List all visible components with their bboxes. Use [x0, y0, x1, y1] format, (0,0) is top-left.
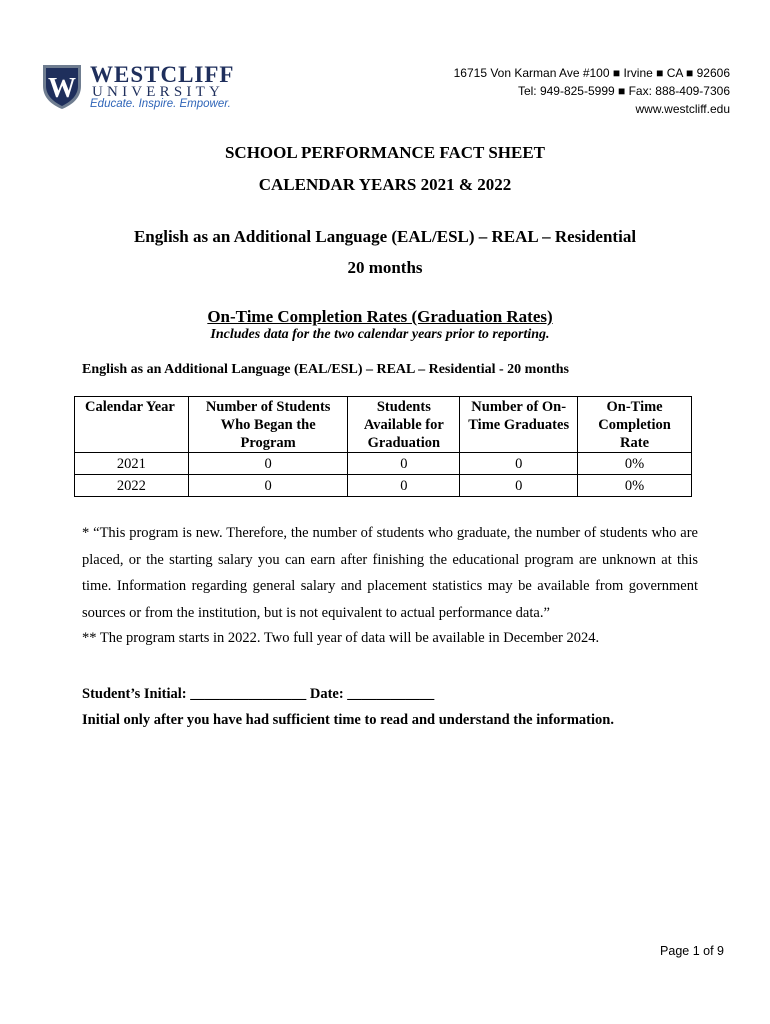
header-students-available: Students Available for Graduation [348, 397, 460, 453]
shield-letter: W [48, 73, 76, 104]
cell-completion-rate: 0% [578, 453, 692, 475]
cell-on-time-graduates: 0 [460, 453, 578, 475]
header-on-time-graduates: Number of On-Time Graduates [460, 397, 578, 453]
cell-students-available: 0 [348, 475, 460, 497]
website-line: www.westcliff.edu [635, 102, 730, 116]
table-header-row [75, 397, 692, 453]
cell-year: 2021 [75, 453, 189, 475]
cell-completion-rate: 0% [578, 475, 692, 497]
initial-instruction: Initial only after you have had sufficient time to read and understand the information. [82, 712, 614, 728]
cell-students-began: 0 [188, 475, 348, 497]
completion-rates-table [74, 396, 692, 497]
table-row [75, 453, 692, 475]
cell-on-time-graduates: 0 [460, 475, 578, 497]
header-calendar-year: Calendar Year [75, 397, 189, 453]
program-duration: 20 months [347, 258, 423, 277]
program-start-note: ** The program starts in 2022. Two full year of data will be available in December 2024. [82, 630, 600, 646]
header-completion-rate: On-Time Completion Rate [578, 397, 692, 453]
logo-tagline: Educate. Inspire. Empower. [90, 98, 231, 110]
cell-students-began: 0 [188, 453, 348, 475]
logo-subtitle: UNIVERSITY [92, 84, 224, 100]
calendar-years-title: CALENDAR YEARS 2021 & 2022 [258, 175, 512, 194]
page-number: Page 1 of 9 [660, 944, 724, 958]
logo-name: WESTCLIFF [90, 62, 235, 87]
disclaimer-note: * “This program is new. Therefore, the number of students who graduate, the number of students who are placed, or the starting salary you can earn after finishing the educational program are unknown at this time. Information regarding general salary and placement statistics may be available from government sources or from the institution, but is not equivalent to actual performance data.” [82, 525, 698, 621]
table-program-label: English as an Additional Language (EAL/ESL) – REAL – Residential - 20 months [82, 362, 570, 377]
page-title: SCHOOL PERFORMANCE FACT SHEET [224, 143, 546, 162]
phone-fax-line: Tel: 949-825-5999 ■ Fax: 888-409-7306 [517, 84, 730, 98]
cell-students-available: 0 [348, 453, 460, 475]
cell-year: 2022 [75, 475, 189, 497]
header-students-began: Number of Students Who Began the Program [188, 397, 348, 453]
address-block [454, 64, 730, 118]
table-row [75, 475, 692, 497]
westcliff-logo [40, 62, 235, 112]
section-subtitle: Includes data for the two calendar years prior to reporting. [210, 327, 550, 342]
section-title: On-Time Completion Rates (Graduation Rates) [207, 307, 553, 326]
address-line: 16715 Von Karman Ave #100 ■ Irvine ■ CA ■ 92606 [453, 66, 730, 80]
shield-icon [40, 62, 84, 110]
program-name: English as an Additional Language (EAL/ESL) – REAL – Residential [133, 227, 637, 246]
student-initial-date-field[interactable]: Student’s Initial: ________________ Date: ____________ [82, 686, 435, 702]
